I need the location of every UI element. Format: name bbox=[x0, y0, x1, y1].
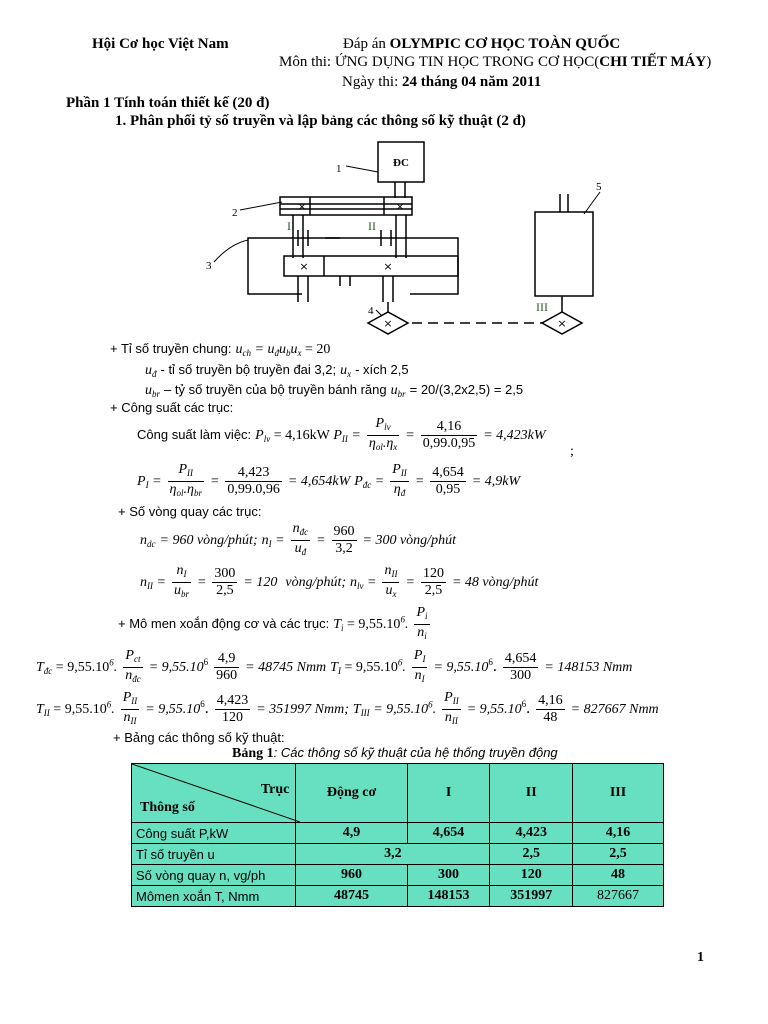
label-3: 3 bbox=[206, 260, 212, 272]
contest-title: Đáp án OLYMPIC CƠ HỌC TOÀN QUỐC bbox=[343, 36, 621, 52]
label-1: 1 bbox=[336, 163, 342, 175]
gear-pair bbox=[284, 256, 458, 276]
table-cell: 300 bbox=[407, 865, 490, 886]
table-cell: 48745 bbox=[296, 886, 407, 907]
table-cell: 4,654 bbox=[407, 823, 490, 844]
sprocketIII-mark: × bbox=[557, 317, 567, 330]
table-cell: 4,9 bbox=[296, 823, 407, 844]
kinematic-diagram bbox=[190, 134, 640, 339]
parameters-table bbox=[131, 763, 664, 907]
ubr-line: $u_{br}$ – tỷ số truyền của bộ truyền bánh răng $u_{br} = 20/(3,2x2,5) = 2,5$ bbox=[145, 382, 524, 399]
belt-mark-left: × bbox=[297, 200, 307, 213]
col-header: II bbox=[490, 764, 573, 823]
row-label: Tỉ số truyền u bbox=[132, 844, 296, 865]
col-header: III bbox=[573, 764, 664, 823]
table-cell: 2,5 bbox=[573, 844, 664, 865]
table-cell: 4,423 bbox=[490, 823, 573, 844]
table-cell: 148153 bbox=[407, 886, 490, 907]
subject-line: Môn thi: ỨNG DỤNG TIN HỌC TRONG CƠ HỌC(CHI TIẾT MÁY) bbox=[279, 54, 712, 70]
ud-line: $u_đ$ - tỉ số truyền bộ truyền đai 3,2; $u_x$ - xích 2,5 bbox=[145, 362, 409, 379]
table-cell: 3,2 bbox=[296, 844, 490, 865]
torque-intro-line: + Mô men xoắn động cơ và các trục: $T_i = 9,55.10^6$. $\frac{P_i}{n_i}$ bbox=[118, 605, 428, 641]
semicolon: ; bbox=[570, 444, 574, 459]
table-cell: 351997 bbox=[490, 886, 573, 907]
table-row bbox=[132, 865, 664, 886]
label-5: 5 bbox=[596, 181, 602, 193]
power-intro: + Công suất các trục: bbox=[110, 400, 234, 415]
table-cell: 4,16 bbox=[573, 823, 664, 844]
power-shafts-line: $P_I$ = $\frac{P_{II}}{\eta_{ol}.\eta_{br}}$ = $\frac{4,423}{0,99.0,96}$ = 4,654kW $P_{đc}$ = $\frac{P_{II}}{\eta_đ}$ = $\frac{4,654}{0,95}$ = 4,9kW bbox=[137, 462, 521, 498]
ratio-line: + Tỉ số truyền chung: $u_{ch} = u_đu_bu_x = 20$ bbox=[110, 341, 331, 358]
corner-top-label: Trục bbox=[260, 782, 290, 797]
table-caption: Bảng 1: Các thông số kỹ thuật của hệ thống truyền động bbox=[232, 745, 558, 761]
speed-line-2: $n_{II}$ = $\frac{n_I}{u_{br}}$ = $\frac{300}{2,5}$ = 120 vòng/phút; $n_{lv}$ = $\frac{n_{II}}{u_x}$ = $\frac{120}{2,5}$ = 48 vòng/phút bbox=[140, 563, 539, 599]
power-work-line: Công suất làm việc: $P_{lv} = 4,16kW$ $P_{II}$ = $\frac{P_{lv}}{\eta_{ol}.\eta_x}$ = $\frac{4,16}{0,99.0,95}$ = 4,423kW bbox=[137, 416, 546, 452]
table-row bbox=[132, 886, 664, 907]
sprocket4-mark: × bbox=[383, 317, 393, 330]
label-2: 2 bbox=[232, 207, 238, 219]
torque-line-2: $T_{II} = 9,55.10^6$. $\frac{P_{II}}{n_{II}}$ = $9,55.10^6$. $\frac{4,423}{120}$ = 351997 Nmm; $T_{III} = 9,55.10^6$. $\frac{P_{II}}{n_{II}}$ = $9,55.10^6$. $\frac{4,16}{48}$ = 827667 Nmm bbox=[36, 690, 659, 726]
table-cell: 960 bbox=[296, 865, 407, 886]
org-name: Hội Cơ học Việt Nam bbox=[92, 36, 229, 52]
label-4: 4 bbox=[368, 305, 374, 317]
torque-line-1: $T_{đc} = 9,55.10^6$. $\frac{P_{ct}}{n_{đc}}$ = $9,55.10^6$ $\frac{4,9}{960}$ = 48745 Nmm $T_I = 9,55.10^6$. $\frac{P_I}{n_I}$ = $9,55.10^6$. $\frac{4,654}{300}$ = 148153 Nmm bbox=[36, 648, 633, 684]
row-label: Mômen xoắn T, Nmm bbox=[132, 886, 296, 907]
section1-title: 1. Phân phối tỷ số truyền và lập bảng các thông số kỹ thuật (2 đ) bbox=[115, 113, 526, 129]
gear-mark-right: × bbox=[383, 260, 393, 273]
row-label: Số vòng quay n, vg/ph bbox=[132, 865, 296, 886]
motor-label: ĐC bbox=[393, 157, 409, 169]
page-number: 1 bbox=[697, 950, 704, 965]
table-cell: 2,5 bbox=[490, 844, 573, 865]
corner-bottom-label: Thông số bbox=[140, 800, 195, 815]
gear-mark-left: × bbox=[299, 260, 309, 273]
speed-line-1: $n_{dc} = 960$ vòng/phút; $n_I$ = $\frac{n_{đc}}{u_đ}$ = $\frac{960}{3,2}$ = 300 vòng/phút bbox=[140, 521, 456, 557]
col-header: I bbox=[407, 764, 490, 823]
exam-date: Ngày thi: 24 tháng 04 năm 2011 bbox=[342, 74, 542, 90]
work-machine bbox=[535, 212, 593, 296]
row-label: Công suất P,kW bbox=[132, 823, 296, 844]
table-cell: 827667 bbox=[573, 886, 664, 907]
table-cell: 48 bbox=[573, 865, 664, 886]
shaft-III-label: III bbox=[536, 300, 548, 314]
part1-title: Phần 1 Tính toán thiết kế (20 đ) bbox=[66, 95, 270, 111]
belt-mark-right: × bbox=[395, 200, 405, 213]
shaft-I-label: I bbox=[287, 219, 291, 233]
col-header: Động cơ bbox=[296, 764, 407, 823]
table-row bbox=[132, 823, 664, 844]
table-row bbox=[132, 844, 664, 865]
table-cell: 120 bbox=[490, 865, 573, 886]
table-intro: + Bảng các thông số kỹ thuật: bbox=[113, 730, 285, 745]
speed-intro: + Số vòng quay các trục: bbox=[118, 504, 262, 519]
table-corner-cell bbox=[132, 764, 296, 823]
shaft-II-label: II bbox=[368, 219, 376, 233]
